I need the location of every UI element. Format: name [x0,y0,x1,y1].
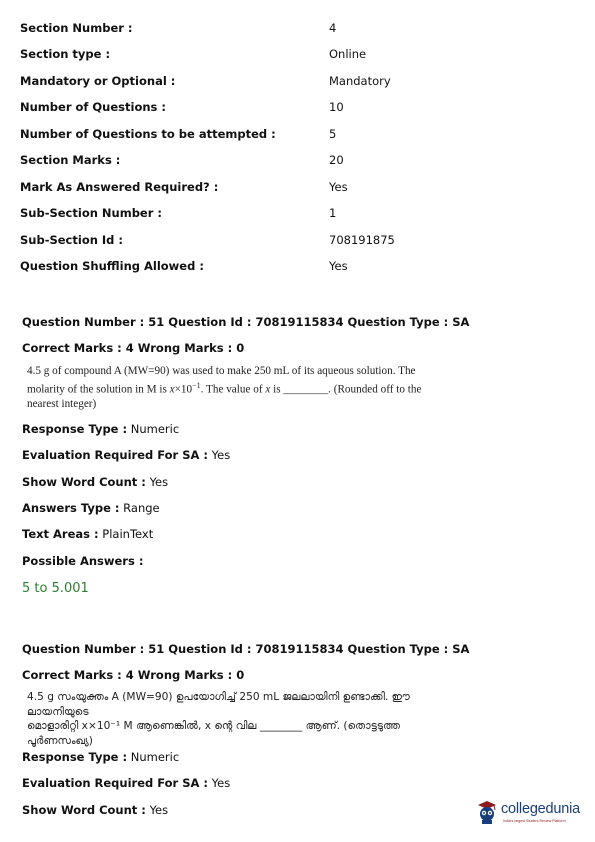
info-key: Mark As Answered Required? : [20,180,219,194]
response-type: Response Type : Numeric [22,750,180,764]
info-value: 5 [329,127,337,141]
info-value: 4 [329,21,337,35]
info-value: Yes [329,259,348,273]
info-value: 20 [329,153,344,167]
logo-tagline: India's largest Student Review Platform [503,819,566,823]
info-value: 708191875 [329,233,395,247]
question-text [27,364,457,411]
evaluation-required: Evaluation Required For SA : Yes [22,448,231,462]
question-text-line: പൂർണസംഖ്യ) [27,734,93,747]
evaluation-required: Evaluation Required For SA : Yes [22,776,231,790]
info-key: Section type : [20,47,111,61]
response-type: Response Type : Numeric [22,422,180,436]
question-text-line: molarity of the solution in M is $x\times 10^{-1}$. The value of x is ________. (Rounded off to the [27,380,422,396]
info-key: Question Shuffling Allowed : [20,259,204,273]
info-value: 10 [329,100,344,114]
info-key: Number of Questions : [20,100,166,114]
info-key: Section Marks : [20,153,121,167]
info-key: Number of Questions to be attempted : [20,127,276,141]
collegedunia-logo [476,797,586,831]
question-text-line: മൊളാരിറ്റി x×10⁻¹ M ആണെങ്കിൽ, x ന്റെ വില ________ ആണ്. (തൊട്ടടുത്ത [27,720,401,732]
text-areas: Text Areas : PlainText [22,527,154,541]
answers-type: Answers Type : Range [22,501,160,515]
question-marks: Correct Marks : 4 Wrong Marks : 0 [22,668,245,682]
question-header: Question Number : 51 Question Id : 70819115834 Question Type : SA [22,315,470,329]
info-key: Sub-Section Number : [20,206,163,220]
info-key: Sub-Section Id : [20,233,124,247]
show-word-count: Show Word Count : Yes [22,803,169,817]
question-text [27,690,457,748]
info-value: Online [329,47,367,61]
info-value: 1 [329,206,337,220]
possible-answers-label: Possible Answers : [22,554,144,568]
question-text-line: nearest integer) [27,397,97,410]
logo-wordmark: collegedunia [501,801,581,817]
info-value: Yes [329,180,348,194]
mascot-icon [476,799,498,825]
info-key: Section Number : [20,21,133,35]
info-key: Mandatory or Optional : [20,74,176,88]
possible-answer-value: 5 to 5.001 [22,581,89,596]
question-text-line: 4.5 g of compound A (MW=90) was used to make 250 mL of its aqueous solution. The [27,365,416,377]
question-marks: Correct Marks : 4 Wrong Marks : 0 [22,341,245,355]
question-header: Question Number : 51 Question Id : 70819115834 Question Type : SA [22,642,470,656]
show-word-count: Show Word Count : Yes [22,475,169,489]
question-text-line: 4.5 g സംയുക്തം A (MW=90) ഉപയോഗിച്ച് 250 mL ജലലായിനി ഉണ്ടാക്കി. ഈ ലായനിയുടെ [27,691,410,718]
info-value: Mandatory [329,74,391,88]
